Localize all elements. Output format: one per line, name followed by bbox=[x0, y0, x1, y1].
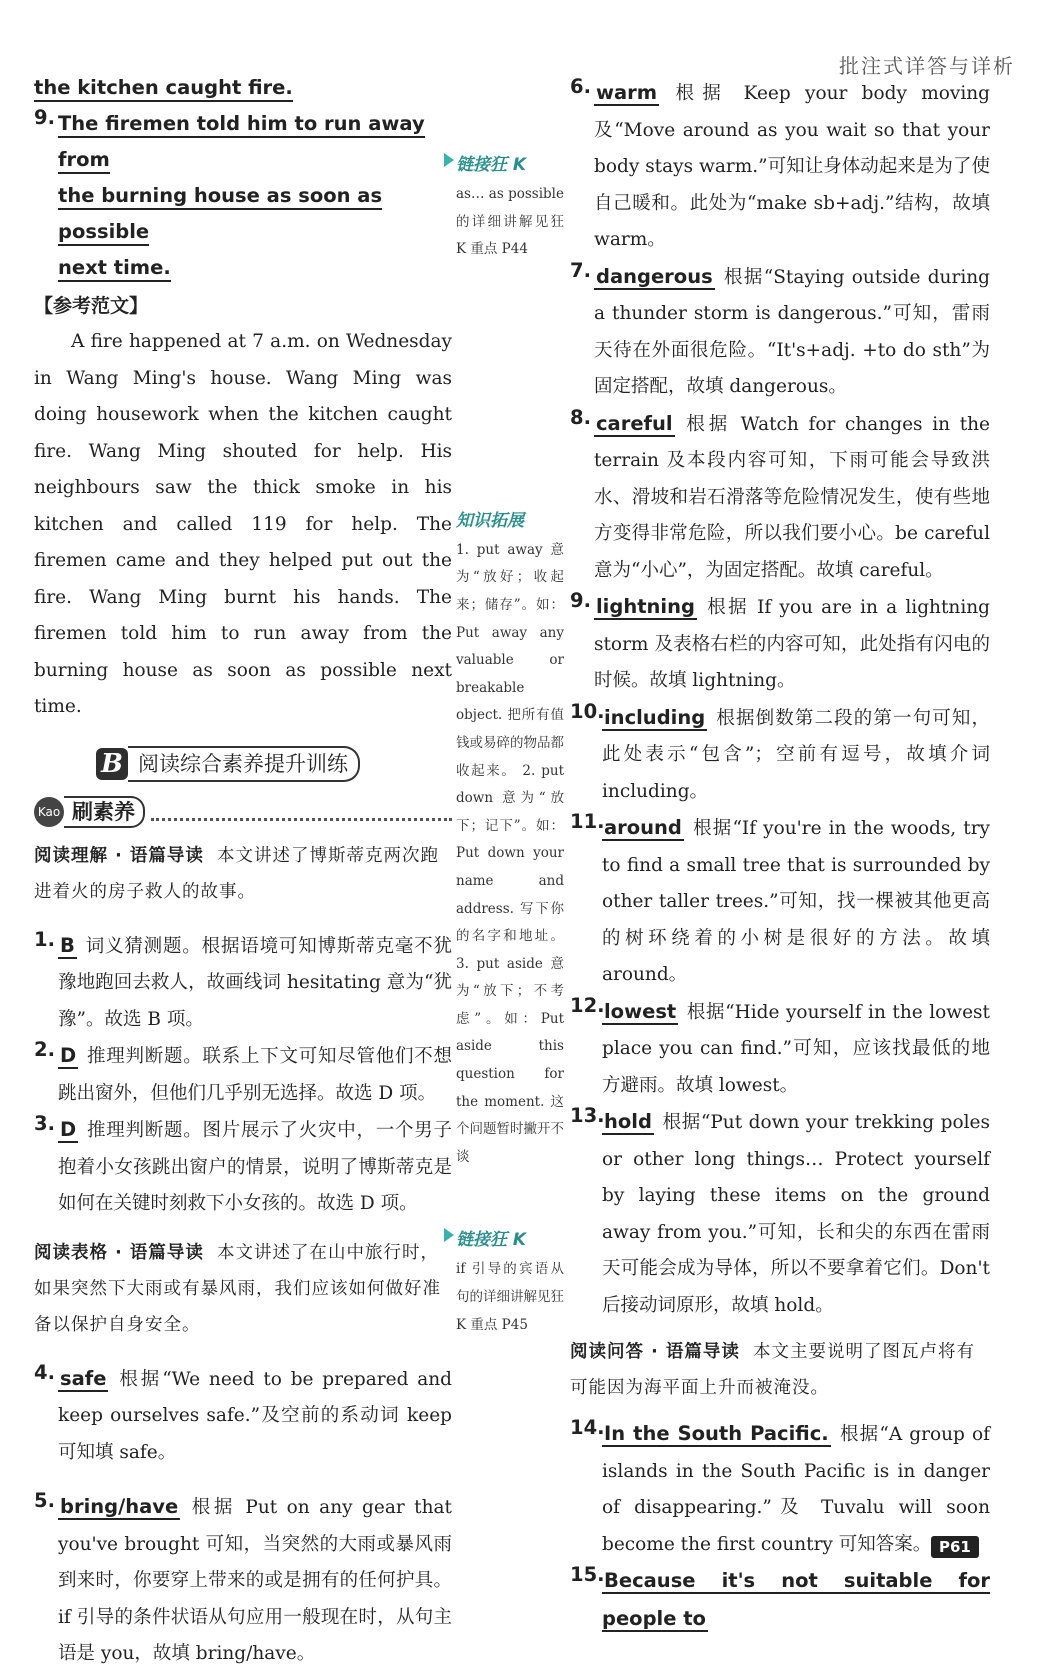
margin-note-2: 1. put away 意为“放好；收起来；储存”。如：Put away any valuable or breakable object. 把所有值钱或易碎的物品都收起来。 2. put down 意为“放下；记下”。如：Put down your name and address. 写下你的名字和地址。 3. put aside 意为“放下；不考虑”。如：Put aside this question for the moment. 这个问题暂时撇开不谈 bbox=[456, 541, 564, 1165]
margin-notes bbox=[456, 150, 564, 1339]
section-banner bbox=[96, 744, 452, 784]
answer-item-8: 8. careful 根据 Watch for changes in the terrain 及本段内容可知，下雨可能会导致洪水、滑坡和岩石滑落等危险情况发生，使有些地方变得非常危险，所以我们要小心。be careful 意为“小心”，为固定搭配。故填 careful。 bbox=[570, 405, 990, 581]
answer-continuation: the kitchen caught fire. bbox=[34, 70, 452, 106]
reading-guide-3: 阅读问答 · 语篇导读 本文主要说明了图瓦卢将有可能因为海平面上升而被淹没。 bbox=[570, 1342, 975, 1398]
reference-essay: A fire happened at 7 a.m. on Wednesday in Wang Ming's house. Wang Ming was doing housework when the kitchen caught fire. Wang Ming shouted for help. His neighbours saw the thick smoke in his kitchen and called 119 for help. The firemen came and they helped put out the fire. Wang Ming burnt his hands. The firemen told him to run away from the burning house as soon as possible next time. bbox=[34, 331, 452, 717]
margin-note-1: as… as possible 的详细讲解见狂 K 重点 P44 bbox=[456, 186, 564, 258]
answer-item-9: 9. The firemen told him to run away from the burning house as soon as possible next time. bbox=[34, 106, 452, 286]
answer-item-5: 5. bring/have 根据 Put on any gear that you've brought 可知，当突然的大雨或暴风雨到来时，你要穿上带来的或是拥有的任何护具。if 引导的条件状语从句应用一般现在时，从句主语是 you，故填 bring/have。 bbox=[34, 1489, 452, 1664]
reading-guide-1: 阅读理解 · 语篇导读 本文讲述了博斯蒂克两次跑进着火的房子救人的故事。 bbox=[34, 845, 439, 902]
link-tag-2: 链接狂 K bbox=[456, 1225, 564, 1250]
arrow-icon bbox=[444, 1228, 454, 1242]
link-tag-1: 链接狂 K bbox=[456, 150, 564, 175]
shua-title: 刷素养 bbox=[64, 796, 145, 828]
page-number: P61 bbox=[931, 1536, 979, 1558]
answer-item-3: 3. D 推理判断题。图片展示了火灾中，一个男子抱着小女孩跳出窗户的情景，说明了博斯蒂克是如何在关键时刻救下小女孩的。故选 D 项。 bbox=[34, 1112, 452, 1214]
answer-item-13: 13. hold 根据“Put down your trekking poles or other long things… Protect yourself by laying these items on the ground away from you.”可知，长和尖的东西在雷雨天可能会成为导体，所以不要拿着它们。Don't 后接动词原形，故填 hold。 bbox=[570, 1104, 990, 1316]
answer-item-11: 11. around 根据“If you're in the woods, try to find a small tree that is surrounded by other taller trees.”可知，找一棵被其他更高的树环绕着的小树是很好的方法。故填 around。 bbox=[570, 810, 990, 985]
answer-item-1: 1. B 词义猜测题。根据语境可知博斯蒂克毫不犹豫地跑回去救人，故画线词 hesitating 意为“犹豫”。故选 B 项。 bbox=[34, 927, 452, 1030]
answer-item-14: 14. In the South Pacific. 根据“A group of islands in the South Pacific is in danger of disappearing.”及 Tuvalu will soon become the first country 可知答案。 bbox=[570, 1416, 990, 1555]
reading-guide-2: 阅读表格 · 语篇导读 本文讲述了在山中旅行时，如果突然下大雨或有暴风雨，我们应该如何做好准备以保护自身安全。 bbox=[34, 1242, 441, 1335]
answer-item-12: 12. lowest 根据“Hide yourself in the lowest place you can find.”可知，应该找最低的地方避雨。故填 lowest。 bbox=[570, 993, 990, 1096]
right-column bbox=[570, 75, 990, 1638]
answer-item-7: 7. dangerous 根据“Staying outside during a thunder storm is dangerous.”可知，雷雨天待在外面很危险。“It's+adj. +to do sth”为固定搭配，故填 dangerous。 bbox=[570, 258, 990, 397]
arrow-icon bbox=[444, 153, 454, 167]
answer-item-10: 10. including 根据倒数第二段的第一句可知，此处表示“包含”；空前有逗号，故填介词 including。 bbox=[570, 699, 990, 802]
dotted-divider bbox=[151, 802, 452, 821]
margin-note-3: if 引导的宾语从句的详细讲解见狂 K 重点 P45 bbox=[456, 1261, 564, 1333]
reference-essay-title: 【参考范文】 bbox=[34, 295, 149, 317]
shua-suyang-header bbox=[34, 794, 452, 830]
section-banner-title: 阅读综合素养提升训练 bbox=[128, 746, 360, 782]
answer-item-4: 4. safe 根据“We need to be prepared and keep ourselves safe.”及空前的系动词 keep 可知填 safe。 bbox=[34, 1360, 452, 1463]
shua-icon: Kao bbox=[34, 797, 64, 827]
running-header: 批注式详答与详析 bbox=[839, 54, 1015, 78]
answer-item-6: 6. warm 根据 Keep your body moving 及“Move around as you wait so that your body stays warm.”可知让身体动起来是为了使自己暖和。此处为“make sb+adj.”结构，故填 warm。 bbox=[570, 75, 990, 250]
section-b-icon: B bbox=[96, 748, 128, 780]
answer-item-15: 15. Because it's not suitable for people to bbox=[570, 1563, 990, 1630]
answer-item-2: 2. D 推理判断题。联系上下文可知尽管他们不想跳出窗外，但他们几乎别无选择。故选 D 项。 bbox=[34, 1038, 452, 1104]
left-column bbox=[34, 70, 452, 1673]
answer-item-9b: 9. lightning 根据 If you are in a lightning storm 及表格右栏的内容可知，此处指有闪电的时候。故填 lightning。 bbox=[570, 589, 990, 691]
knowledge-tag: 知识拓展 bbox=[456, 510, 524, 531]
